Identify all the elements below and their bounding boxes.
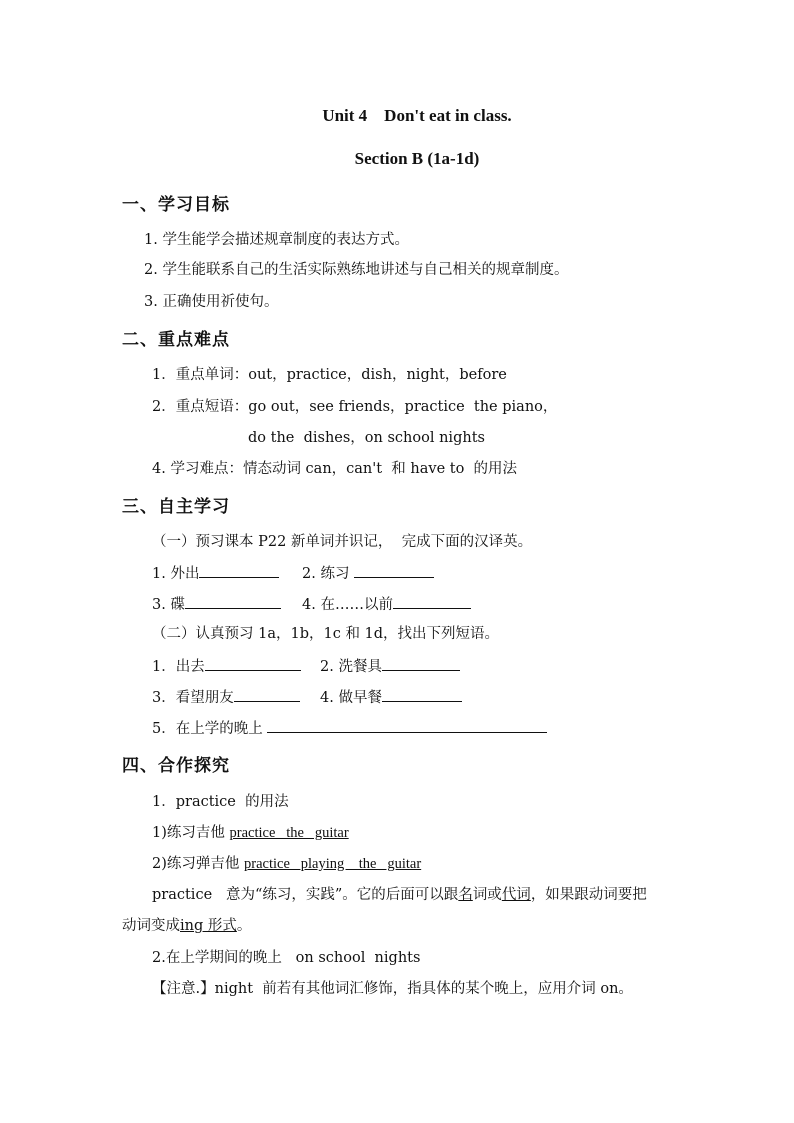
section-title: Section B (1a-1d) [354, 149, 480, 168]
answer-blank[interactable] [354, 563, 434, 578]
exercise-q3 [152, 593, 281, 614]
note-text: practice 意为“练习，实践”。它的后面可以跟 [152, 887, 459, 903]
heading-self-study: 三、自主学习 [122, 497, 230, 517]
exercise-q4-label: 4. 在……以前 [302, 597, 393, 613]
heading-learning-goals: 一、学习目标 [122, 195, 230, 215]
key-phrases: 2．重点短语：go out，see friends，practice the piano， [152, 399, 558, 415]
answer-blank[interactable] [185, 594, 281, 609]
phrase-p3-label: 3．看望朋友 [152, 690, 234, 706]
practice-note-line1 [152, 883, 647, 904]
answer-blank[interactable] [393, 594, 471, 609]
goal-item: 2. 学生能联系自己的生活实际熟练地讲述与自己相关的规章制度。 [144, 262, 569, 278]
phrase-p4-label: 4. 做早餐 [320, 690, 382, 706]
note-pronoun: 代词 [501, 887, 531, 903]
answer-blank[interactable] [199, 563, 279, 578]
example-1-english: practice the guitar [229, 825, 349, 841]
difficulty-point: 4. 学习难点：情态动词 can，can't 和 have to 的用法 [152, 461, 518, 477]
example-2 [152, 852, 421, 873]
phrase-p4 [320, 686, 462, 707]
example-2-chinese: 2)练习弹吉他 [152, 856, 240, 872]
note-noun: 名 [458, 887, 473, 903]
note-text: 。 [236, 918, 252, 934]
key-words: 1．重点单词：out，practice，dish，night，before [152, 367, 507, 383]
heading-cooperative-inquiry: 四、合作探究 [122, 756, 230, 776]
goal-item: 3. 正确使用祈使句。 [144, 294, 279, 310]
heading-key-points: 二、重点难点 [122, 330, 230, 350]
exercise-q4 [302, 593, 471, 614]
part1-instruction: （一）预习课本 P22 新单词并识记， 完成下面的汉译英。 [152, 534, 533, 550]
exercise-q1 [152, 562, 279, 583]
attention-label: 【注意.】 [152, 981, 215, 997]
phrase-p5-label: 5．在上学的晚上 [152, 721, 263, 737]
example-2-english: practice playing the guitar [244, 856, 422, 872]
phrase-p5 [152, 717, 547, 738]
phrase-p2 [320, 655, 460, 676]
exercise-q3-label: 3. 碟 [152, 597, 185, 613]
key-phrases-continued: do the dishes，on school nights [248, 430, 485, 446]
note-text: 词或 [472, 887, 502, 903]
school-nights-title: 2.在上学期间的晚上 on school nights [152, 950, 421, 966]
phrase-p2-label: 2. 洗餐具 [320, 659, 382, 675]
exercise-q2 [302, 562, 434, 583]
answer-blank[interactable] [205, 656, 301, 671]
answer-blank[interactable] [267, 718, 547, 733]
note-ing-form: ing 形式 [180, 918, 237, 934]
unit-title: Unit 4 Don't eat in class. [322, 106, 512, 125]
exercise-q2-label: 2. 练习 [302, 566, 350, 582]
practice-note-line2 [122, 914, 251, 935]
example-1-chinese: 1)练习吉他 [152, 825, 225, 841]
attention-note [152, 977, 633, 998]
practice-usage-title: 1．practice 的用法 [152, 794, 289, 810]
exercise-q1-label: 1. 外出 [152, 566, 200, 582]
note-text: ，如果跟动词要把 [530, 887, 647, 903]
phrase-p1-label: 1．出去 [152, 659, 205, 675]
answer-blank[interactable] [382, 687, 462, 702]
example-1 [152, 821, 349, 842]
part2-instruction: （二）认真预习 1a，1b，1c 和 1d，找出下列短语。 [152, 626, 500, 642]
note-text: 动词变成 [122, 918, 180, 934]
goal-item: 1. 学生能学会描述规章制度的表达方式。 [144, 232, 409, 248]
attention-text: night 前若有其他词汇修饰，指具体的某个晚上，应用介词 on。 [214, 981, 633, 997]
phrase-p3 [152, 686, 300, 707]
answer-blank[interactable] [382, 656, 460, 671]
answer-blank[interactable] [234, 687, 300, 702]
phrase-p1 [152, 655, 301, 676]
